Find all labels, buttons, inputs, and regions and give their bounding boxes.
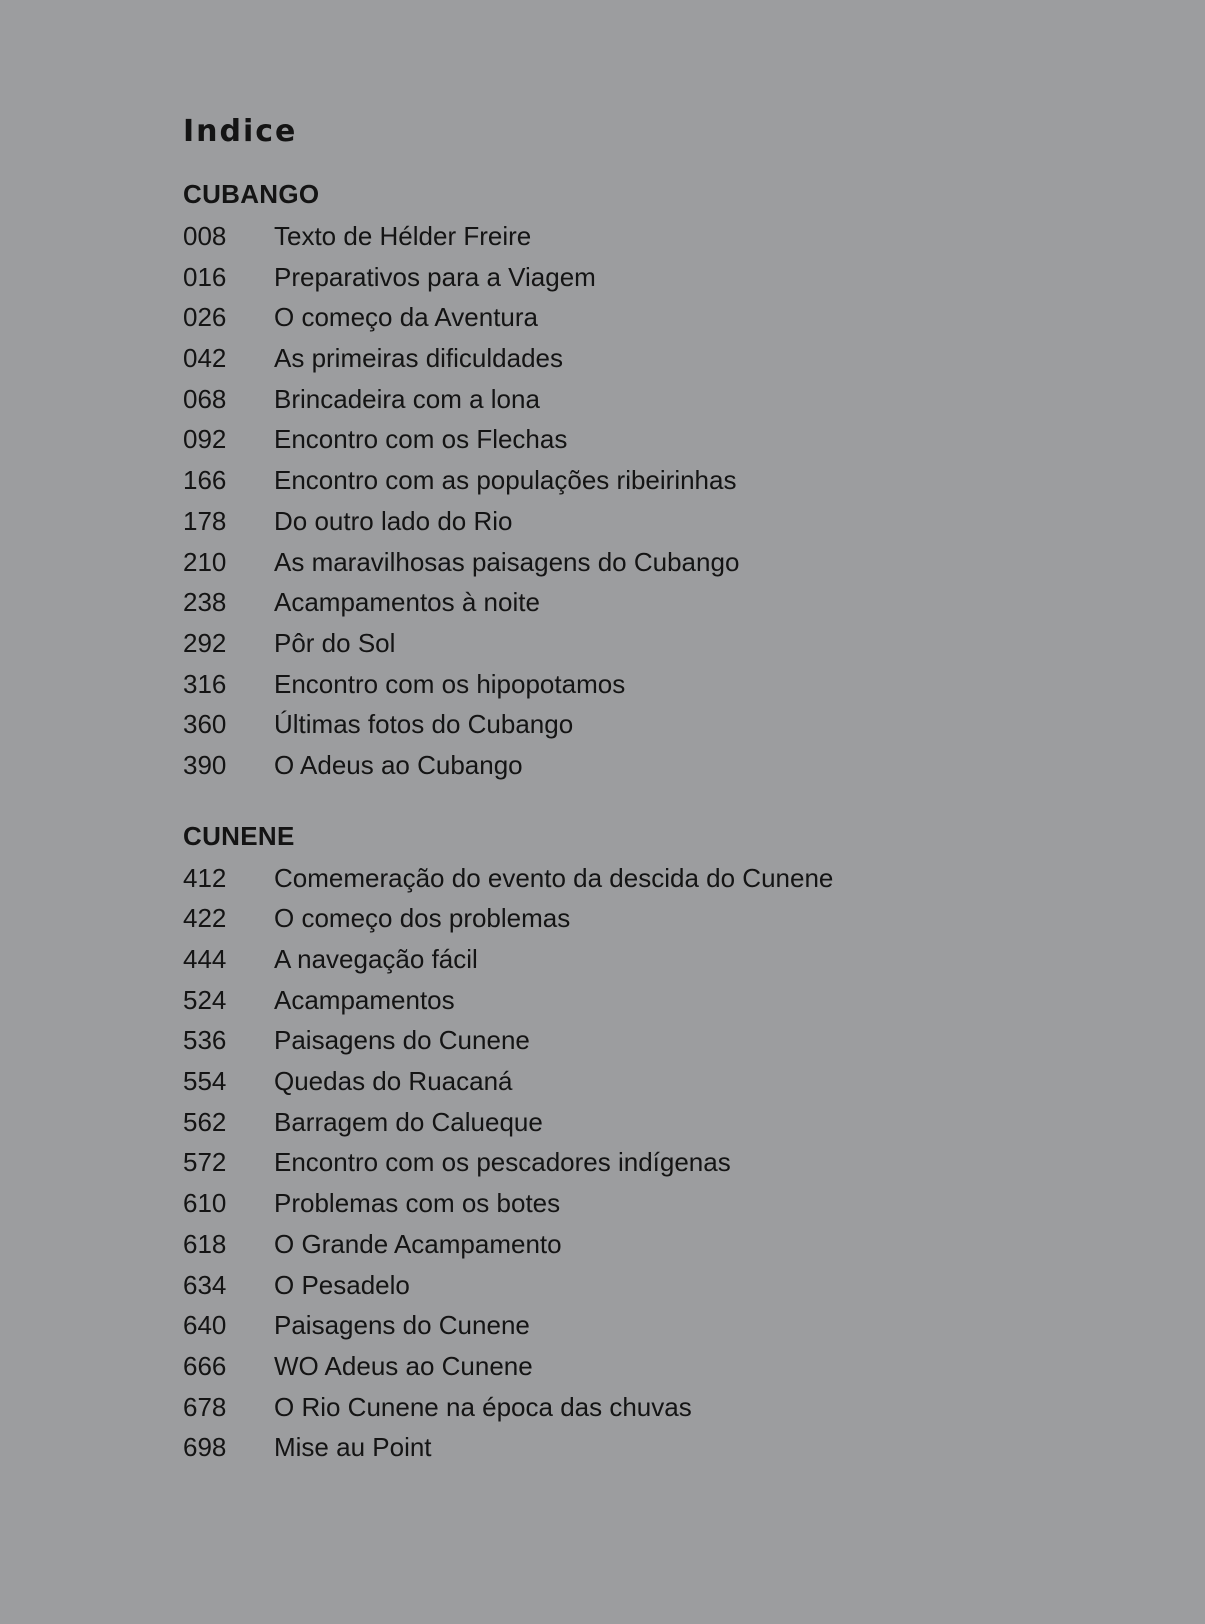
toc-entry <box>183 1142 1083 1183</box>
toc-entry-page-number: 412 <box>183 862 227 893</box>
toc-entry-title: Mise au Point <box>274 1432 432 1463</box>
toc-entry-title: As primeiras dificuldades <box>274 343 564 374</box>
toc-entry-page-number: 042 <box>183 343 227 374</box>
toc-entry-page-number: 316 <box>183 668 227 699</box>
toc-entry-page-number: 524 <box>183 984 227 1015</box>
toc-entry <box>183 297 1083 338</box>
toc-entry-page-number: 360 <box>183 709 227 740</box>
toc-entry-page-number: 166 <box>183 465 227 496</box>
toc-entry-title: O começo dos problemas <box>274 903 571 934</box>
toc-entry <box>183 980 1083 1021</box>
toc-entry-title: Paisagens do Cunene <box>274 1025 530 1056</box>
toc-entry-page-number: 292 <box>183 627 227 658</box>
toc-entry-title: Encontro com os hipopotamos <box>274 668 626 699</box>
toc-entry <box>183 858 1083 899</box>
toc-entry-title: O Rio Cunene na época das chuvas <box>274 1391 692 1422</box>
toc-entry-title: Últimas fotos do Cubango <box>274 709 574 740</box>
toc-entry <box>183 1305 1083 1346</box>
toc-entry <box>183 623 1083 664</box>
toc-entry-page-number: 666 <box>183 1350 227 1381</box>
toc-entry-title: Preparativos para a Viagem <box>274 261 596 292</box>
toc-entry-page-number: 610 <box>183 1188 227 1219</box>
toc-entry-page-number: 554 <box>183 1066 227 1097</box>
toc-entry-page-number: 092 <box>183 424 227 455</box>
toc-entry-page-number: 026 <box>183 302 227 333</box>
toc-entry <box>183 1346 1083 1387</box>
toc-entry-page-number: 698 <box>183 1432 227 1463</box>
toc-entry <box>183 898 1083 939</box>
toc-entry-title: Texto de Hélder Freire <box>274 221 532 251</box>
toc-entry-page-number: 210 <box>183 546 227 577</box>
toc-entry-page-number: 068 <box>183 383 227 414</box>
toc-entry <box>183 257 1083 298</box>
toc-entry-list <box>183 216 1083 786</box>
toc-entry-page-number: 238 <box>183 587 227 618</box>
toc-entry <box>183 1427 1083 1468</box>
toc-entry-page-number: 678 <box>183 1391 227 1422</box>
toc-entry-title: Brincadeira com a lona <box>274 383 540 414</box>
toc-entry-page-number: 008 <box>183 221 227 251</box>
toc-entry-title: Acampamentos <box>274 984 455 1015</box>
toc-entry-title: As maravilhosas paisagens do Cubango <box>274 546 740 577</box>
toc-entry-title: Pôr do Sol <box>274 627 396 658</box>
toc-entry-title: Comemeração do evento da descida do Cunene <box>274 862 834 893</box>
toc-entry-title: O Grande Acampamento <box>274 1228 562 1259</box>
toc-entry <box>183 1020 1083 1061</box>
toc-entry <box>183 1224 1083 1265</box>
toc-entry-title: Encontro com as populações ribeirinhas <box>274 465 737 496</box>
toc-entry-title: Encontro com os Flechas <box>274 424 568 455</box>
toc-entry-title: Do outro lado do Rio <box>274 505 513 536</box>
toc-entry-page-number: 634 <box>183 1269 227 1300</box>
toc-entry <box>183 338 1083 379</box>
toc-entry <box>183 1102 1083 1143</box>
toc-entry-title: O Adeus ao Cubango <box>274 749 523 780</box>
toc-entry <box>183 1387 1083 1428</box>
toc-entry <box>183 1183 1083 1224</box>
toc-entry-page-number: 444 <box>183 944 227 974</box>
toc-entry-page-number: 618 <box>183 1228 227 1259</box>
toc-entry-page-number: 640 <box>183 1310 227 1341</box>
toc-entry <box>183 1265 1083 1306</box>
toc-entry-title: O começo da Aventura <box>274 302 539 333</box>
toc-entry <box>183 1061 1083 1102</box>
toc-entry-page-number: 178 <box>183 505 227 536</box>
toc-entry-title: Acampamentos à noite <box>274 587 540 618</box>
table-of-contents <box>183 110 1083 1468</box>
toc-entry <box>183 501 1083 542</box>
section-title: CUNENE <box>183 820 295 851</box>
toc-entry <box>183 664 1083 705</box>
toc-entry <box>183 460 1083 501</box>
toc-entry <box>183 582 1083 623</box>
toc-entry <box>183 419 1083 460</box>
toc-entry-title: WO Adeus ao Cunene <box>274 1350 533 1381</box>
toc-entry <box>183 939 1083 980</box>
toc-entry-title: Quedas do Ruacaná <box>274 1066 513 1097</box>
toc-title: Indice <box>183 114 298 149</box>
toc-entry-title: Problemas com os botes <box>274 1188 561 1219</box>
toc-section-cubango <box>183 174 1083 786</box>
toc-entry-page-number: 390 <box>183 749 227 780</box>
toc-entry <box>183 745 1083 786</box>
toc-entry <box>183 542 1083 583</box>
section-title: CUBANGO <box>183 179 320 209</box>
toc-entry-title: Paisagens do Cunene <box>274 1310 530 1341</box>
toc-entry-page-number: 422 <box>183 903 227 934</box>
toc-entry-title: Barragem do Calueque <box>274 1106 543 1137</box>
toc-section-cunene <box>183 816 1083 1468</box>
toc-entry <box>183 379 1083 420</box>
toc-entry-list <box>183 858 1083 1468</box>
toc-entry <box>183 704 1083 745</box>
toc-entry-page-number: 562 <box>183 1106 227 1137</box>
toc-entry-title: A navegação fácil <box>274 944 478 974</box>
toc-entry-page-number: 572 <box>183 1147 227 1178</box>
toc-entry-title: Encontro com os pescadores indígenas <box>274 1147 731 1178</box>
toc-entry-page-number: 536 <box>183 1025 227 1056</box>
toc-entry <box>183 216 1083 257</box>
toc-entry-page-number: 016 <box>183 261 227 292</box>
toc-entry-title: O Pesadelo <box>274 1269 410 1300</box>
